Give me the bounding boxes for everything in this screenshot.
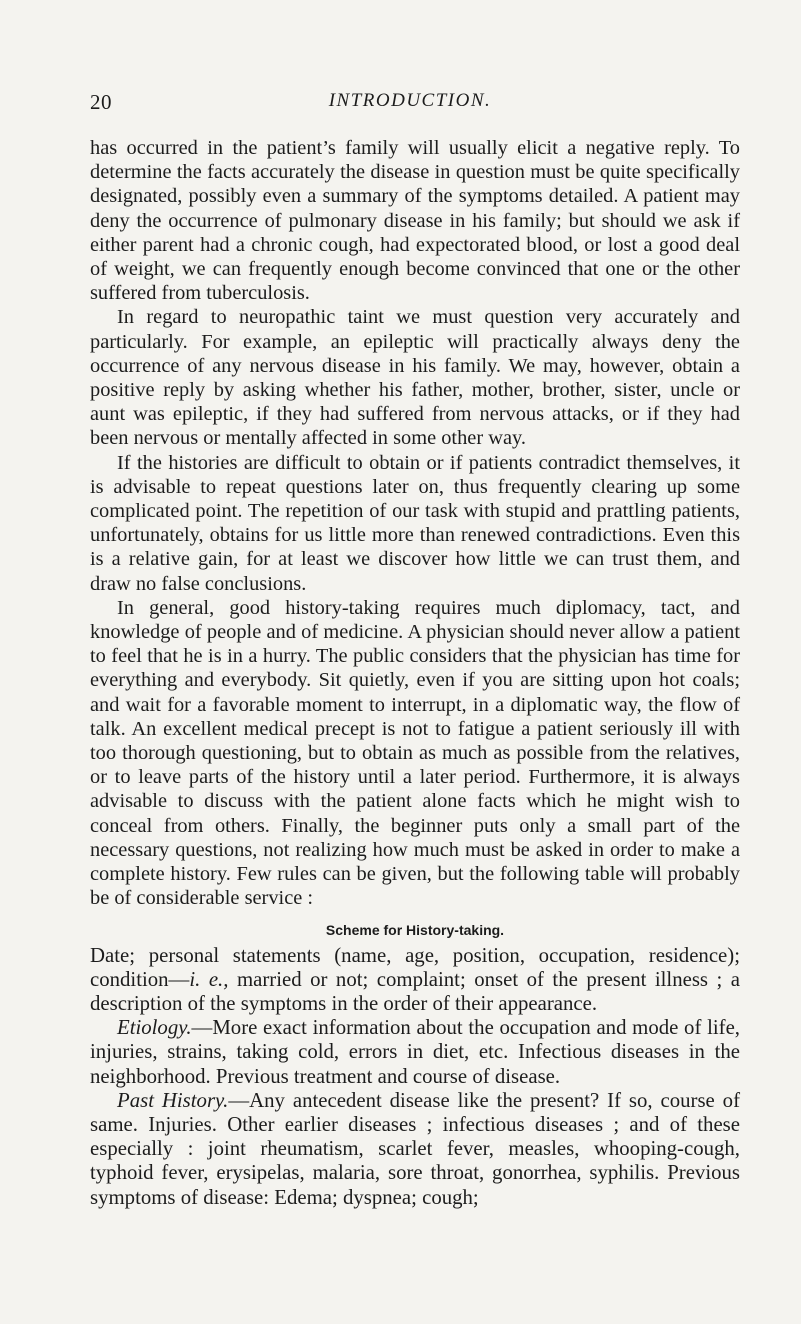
- scheme-ie: i. e.,: [189, 967, 229, 991]
- past-history-text: —Any antecedent disease like the present? If so, course of same. Injuries. Other earlier diseases ; infectious diseases ; and of these especially : joint rheumatism, scarlet fever, measles, whooping-cough, typhoid fever, erysipelas, malaria, sore throat, gonorrhea, syphilis. Previous symptoms of disease: Edema; dyspnea; cough;: [90, 1088, 741, 1209]
- scheme-personal-statements: [90, 944, 740, 1017]
- etiology-text: —More exact information about the occupation and mode of life, injuries, strains, taking cold, errors in diet, etc. Infectious diseases in the neighborhood. Previous treatment and course of disease.: [90, 1016, 740, 1088]
- past-history-label: Past History.: [117, 1088, 229, 1112]
- running-head: INTRODUCTION.: [328, 90, 492, 111]
- page-number: 20: [90, 90, 112, 114]
- paragraph-neuropathic-taint: In regard to neuropathic taint we must question very accurately and particularly. For example, an epileptic will practically always deny the occurrence of any nervous disease in his family. We may, however, obtain a positive reply by asking whether his father, mother, brother, sister, uncle or aunt was epileptic, if they had suffered from nervous attacks, or if they had been nervous or mentally affected in some other way.: [90, 306, 740, 450]
- paragraph-contradictions: If the histories are difficult to obtain or if patients contradict themselves, it is advisable to repeat questions later on, thus frequently clearing up some complicated point. The repetition of our task with stupid and prattling patients, unfortunately, obtains for us little more than renewed contradictions. Even this is a relative gain, for at least we discover how little we can trust them, and draw no false conclusions.: [90, 451, 740, 595]
- scheme-date-text-rest: married or not; complaint; onset of the present illness ; a description of the symptoms in the order of their appearance.: [90, 967, 740, 1015]
- etiology-label: Etiology.: [117, 1016, 192, 1040]
- page-header: [90, 90, 730, 114]
- scheme-date-text: Date; personal statements (name, age, position, occupation, residence); condition—: [90, 943, 740, 991]
- body-text: [90, 136, 740, 1210]
- paragraph-diplomacy: In general, good history-taking requires much diplomacy, tact, and knowledge of people and of medicine. A physician should never allow a patient to feel that he is in a hurry. The public considers that the physician has time for everything and everybody. Sit quietly, even if you are sitting upon hot coals; and wait for a favorable moment to interrupt, in a diplomatic way, the flow of talk. An excellent medical precept is not to fatigue a patient seriously ill with too thorough questioning, but to obtain as much as possible from the relatives, or to leave parts of the history until a later period. Furthermore, it is always advisable to discuss with the patient alone facts which he might wish to conceal from others. Finally, the beginner puts only a small part of the necessary questions, not realizing how much must be asked in order to make a complete history. Few rules can be given, but the following table will probably be of considerable service :: [90, 596, 740, 910]
- scheme-past-history: [90, 1089, 740, 1210]
- scheme-etiology: [90, 1016, 740, 1089]
- scheme-heading: Scheme for History-taking.: [325, 921, 505, 938]
- paragraph-continuation: has occurred in the patient’s family will usually elicit a negative reply. To determine the facts accurately the disease in question must be quite specifically designated, possibly even a summary of the symptoms detailed. A patient may deny the occurrence of pulmonary disease in his family; but should we ask if either parent had a chronic cough, had expectorated blood, or lost a good deal of weight, we can frequently enough become convinced that one or the other suffered from tuberculosis.: [90, 137, 740, 305]
